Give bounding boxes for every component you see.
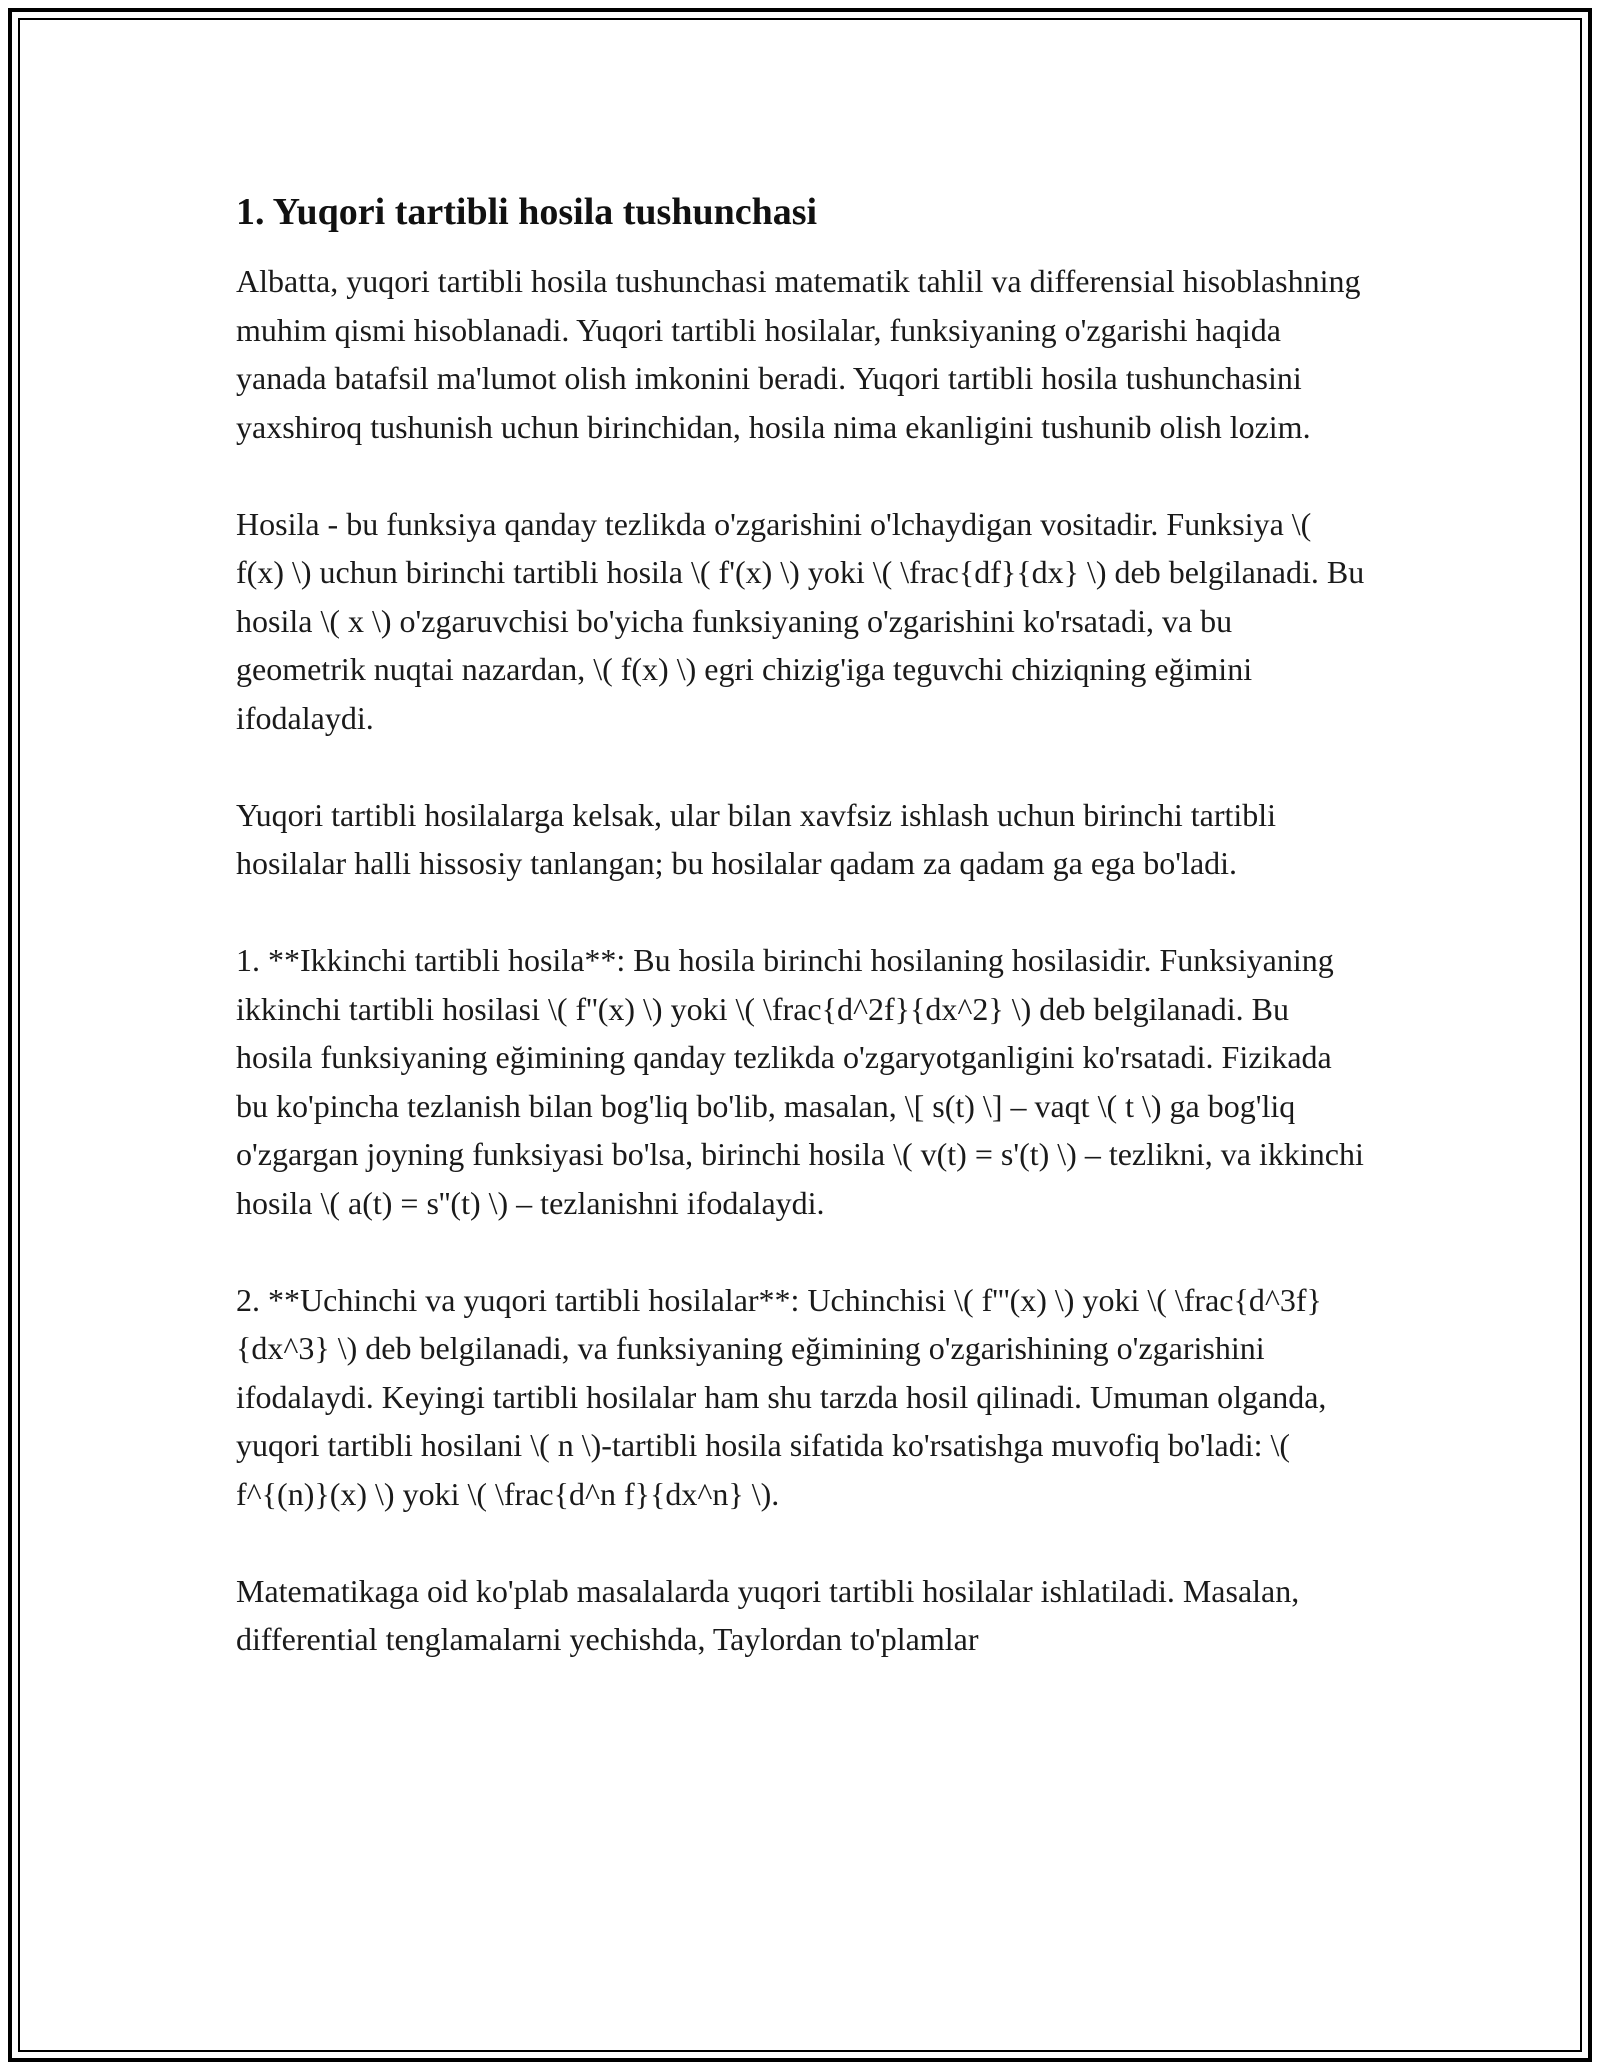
paragraph-second-derivative: 1. **Ikkinchi tartibli hosila**: Bu hosila birinchi hosilaning hosilasidir. Funksiyaning ikkinchi tartibli hosilasi \( f''(x) \) yoki \( \frac{d^2f}{dx^2} \) deb belgilanadi. Bu hosila funksiyaning eğimining qanday tezlikda o'zgaryotganligini ko'rsatadi. Fizikada bu ko'pincha tezlanish bilan bog'liq bo'lib, masalan, \[ s(t) \] – vaqt \( t \) ga bog'liq o'zgargan joyning funksiyasi bo'lsa, birinchi hosila \( v(t) = s'(t) \) – tezlikni, va ikkinchi hosila \( a(t) = s''(t) \) – tezlanishni ifodalaydi. (236, 942, 1364, 1221)
paragraph-higher-order: Yuqori tartibli hosilalarga kelsak, ular bilan xavfsiz ishlash uchun birinchi tartibli hosilalar halli hissosiy tanlangan; bu hosilalar qadam za qadam ga ega bo'ladi. (236, 796, 1277, 881)
paragraph-applications: Matematikaga oid ko'plab masalalarda yuqori tartibli hosilalar ishlatiladi. Masalan, differential tenglamalarni yechishda, Taylordan to'plamlar (236, 1572, 1300, 1657)
document-body (236, 188, 1366, 1712)
paragraph-intro: Albatta, yuqori tartibli hosila tushunchasi matematik tahlil va differensial hisoblashning muhim qismi hisoblanadi. Yuqori tartibli hosilalar, funksiyaning o'zgarishi haqida yanada batafsil ma'lumot olish imkonini beradi. Yuqori tartibli hosila tushunchasini yaxshiroq tushunish uchun birinchidan, hosila nima ekanligini tushunib olish lozim. (236, 263, 1361, 445)
paragraph-first-derivative: Hosila - bu funksiya qanday tezlikda o'zgarishini o'lchaydigan vositadir. Funksiya \( f(x) \) uchun birinchi tartibli hosila \( f'(x) \) yoki \( \frac{df}{dx} \) deb belgilanadi. Bu hosila \( x \) o'zgaruvchisi bo'yicha funksiyaning o'zgarishini ko'rsatadi, va bu geometrik nuqtai nazardan, \( f(x) \) egri chizig'iga teguvchi chiziqning eğimini ifodalaydi. (236, 505, 1365, 736)
section-heading: 1. Yuqori tartibli hosila tushunchasi (236, 191, 818, 233)
paragraph-third-derivative: 2. **Uchinchi va yuqori tartibli hosilalar**: Uchinchisi \( f'''(x) \) yoki \( \frac{d^3f}{dx^3} \) deb belgilanadi, va funksiyaning eğimining o'zgarishining o'zgarishini ifodalaydi. Keyingi tartibli hosilalar ham shu tarzda hosil qilinadi. Umuman olganda, yuqori tartibli hosilani \( n \)-tartibli hosila sifatida ko'rsatishga muvofiq bo'ladi: \( f^{(n)}(x) \) yoki \( \frac{d^n f}{dx^n} \). (236, 1281, 1327, 1512)
